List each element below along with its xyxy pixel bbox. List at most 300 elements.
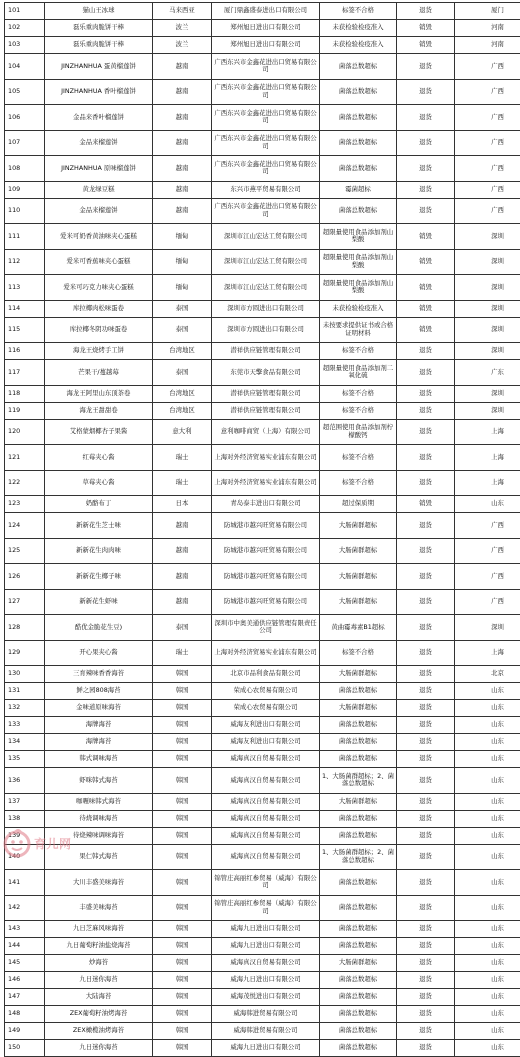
cell-reason: 大肠菌群超标 [320,564,397,590]
cell-port: 山东 [455,683,520,700]
cell-handling: 退货 [397,870,455,896]
table-row [5,955,520,972]
cell-importer: 郑州旭日进出口有限公司 [212,20,320,37]
cell-product: 九日迷你海苔 [45,1040,153,1057]
cell-port: 广西 [455,79,520,105]
cell-product: 鲜之园808海苔 [45,683,153,700]
cell-product: 丰盛美味海苔 [45,895,153,921]
cell-product: 酷优金脆花生豆) [45,615,153,641]
cell-product: 爱米可香蕉味夹心蛋糕 [45,249,153,275]
table-row [5,130,520,156]
table-row [5,317,520,343]
cell-reason: 超限量使用食品添加剂山梨酸 [320,275,397,301]
cell-reason: 菌落总数超标 [320,751,397,768]
cell-port: 上海 [455,470,520,496]
cell-importer: 郑州旭日进出口有限公司 [212,37,320,54]
cell-handling: 退货 [397,181,455,198]
cell-origin: 越南 [153,79,212,105]
cell-product: 磊乐重肉脆饼干棒 [45,37,153,54]
cell-port: 山东 [455,810,520,827]
cell-reason: 菌落总数超标 [320,734,397,751]
cell-origin: 台湾地区 [153,343,212,360]
cell-importer: 防城港市越兴旺贸易有限公司 [212,564,320,590]
table-row [5,445,520,471]
cell-importer: 潜祥供应链管理有限公司 [212,402,320,419]
cell-product: 开心果夹心酱 [45,640,153,666]
table-row [5,360,520,386]
cell-handling: 退货 [397,385,455,402]
cell-importer: 意利咖啡商贸（上海）有限公司 [212,419,320,445]
cell-origin: 波兰 [153,20,212,37]
cell-importer: 上海对外经济贸易实业浦东有限公司 [212,470,320,496]
cell-no: 118 [5,385,45,402]
cell-port: 深圳 [455,402,520,419]
cell-handling: 退货 [397,343,455,360]
cell-no: 127 [5,589,45,615]
cell-product: 金品来榴莲饼 [45,130,153,156]
cell-importer: 青岛泰丰进出口有限公司 [212,496,320,513]
cell-no: 148 [5,1006,45,1023]
cell-handling: 退货 [397,683,455,700]
cell-reason: 超限量使用食品添加剂山梨酸 [320,249,397,275]
cell-reason: 1、大肠菌群超标；2、菌落总数超标 [320,844,397,870]
cell-product: 九日芝麻风味海苔 [45,921,153,938]
cell-reason: 标签不合格 [320,470,397,496]
cell-no: 101 [5,3,45,20]
cell-importer: 威海真汉自贸易有限公司 [212,793,320,810]
cell-origin: 波兰 [153,37,212,54]
cell-origin: 韩国 [153,844,212,870]
cell-origin: 泰国 [153,317,212,343]
cell-port: 厦门 [455,3,520,20]
cell-product: 库拉椰冬阴功味蛋卷 [45,317,153,343]
cell-origin: 越南 [153,130,212,156]
cell-reason: 菌落总数超标 [320,827,397,844]
cell-product: 奶酪布丁 [45,496,153,513]
cell-origin: 马来西亚 [153,3,212,20]
cell-reason: 大肠菌群超标 [320,513,397,539]
cell-handling: 退货 [397,844,455,870]
cell-port: 山东 [455,1006,520,1023]
cell-origin: 韩国 [153,683,212,700]
table-row [5,1023,520,1040]
cell-origin: 韩国 [153,1040,212,1057]
cell-importer: 威海茂悦进出口有限公司 [212,989,320,1006]
cell-product: 新新花生芝士味 [45,513,153,539]
cell-reason: 菌落总数超标 [320,810,397,827]
cell-no: 125 [5,538,45,564]
table-row [5,700,520,717]
recall-table-body [5,3,520,1057]
cell-reason: 菌落总数超标 [320,79,397,105]
cell-port: 广西 [455,513,520,539]
cell-no: 136 [5,768,45,794]
cell-product: 三育辣味香香海苔 [45,666,153,683]
cell-origin: 韩国 [153,666,212,683]
cell-importer: 广西东兴市金鑫花进出口贸易有限公司 [212,156,320,182]
cell-reason: 大肠菌群超标 [320,538,397,564]
cell-origin: 韩国 [153,938,212,955]
cell-importer: 厦门鼎鑫盛泰进出口有限公司 [212,3,320,20]
cell-product: JINZHANHUA 香叶榴莲饼 [45,79,153,105]
cell-origin: 缅甸 [153,249,212,275]
cell-product: 猫山王冰球 [45,3,153,20]
cell-handling: 销毁 [397,300,455,317]
cell-origin: 越南 [153,156,212,182]
cell-reason: 未获检验检疫准入 [320,20,397,37]
table-row [5,666,520,683]
cell-handling: 退货 [397,793,455,810]
table-row [5,275,520,301]
cell-no: 104 [5,54,45,80]
cell-reason: 标签不合格 [320,343,397,360]
cell-handling: 退货 [397,3,455,20]
cell-no: 119 [5,402,45,419]
table-row [5,343,520,360]
cell-importer: 潜祥供应链管理有限公司 [212,343,320,360]
cell-port: 广西 [455,589,520,615]
cell-no: 132 [5,700,45,717]
cell-handling: 退货 [397,445,455,471]
cell-importer: 威海友利进出口有限公司 [212,734,320,751]
cell-port: 山东 [455,870,520,896]
cell-origin: 韩国 [153,921,212,938]
cell-handling: 退货 [397,419,455,445]
cell-importer: 东莞市天擎食品有限公司 [212,360,320,386]
table-row [5,79,520,105]
cell-product: 金品来榴莲饼 [45,198,153,224]
cell-importer: 潜祥供应链管理有限公司 [212,385,320,402]
cell-port: 山东 [455,895,520,921]
cell-port: 广东 [455,360,520,386]
cell-importer: 东兴市燕平贸易有限公司 [212,181,320,198]
cell-product: 黄龙绿豆糕 [45,181,153,198]
cell-importer: 威海真汉自贸易有限公司 [212,810,320,827]
cell-no: 121 [5,445,45,471]
cell-reason: 菌落总数超标 [320,972,397,989]
cell-reason: 菌落总数超标 [320,1006,397,1023]
cell-port: 广西 [455,538,520,564]
cell-reason: 菌落总数超标 [320,130,397,156]
cell-product: 九日迷你海苔 [45,972,153,989]
cell-importer: 威海九日进出口有限公司 [212,972,320,989]
cell-product: 红莓夹心酱 [45,445,153,471]
cell-port: 上海 [455,445,520,471]
cell-reason: 菌落总数超标 [320,717,397,734]
cell-product: 待烧调味海苔 [45,810,153,827]
cell-importer: 广西东兴市金鑫花进出口贸易有限公司 [212,198,320,224]
cell-no: 145 [5,955,45,972]
cell-port: 山东 [455,496,520,513]
cell-reason: 大肠菌群超标 [320,955,397,972]
cell-origin: 泰国 [153,360,212,386]
cell-no: 130 [5,666,45,683]
cell-origin: 越南 [153,181,212,198]
cell-origin: 越南 [153,564,212,590]
cell-reason: 菌落总数超标 [320,54,397,80]
table-row [5,538,520,564]
cell-reason: 标签不合格 [320,445,397,471]
cell-handling: 退货 [397,79,455,105]
cell-no: 113 [5,275,45,301]
cell-port: 广西 [455,564,520,590]
cell-handling: 退货 [397,1023,455,1040]
cell-no: 124 [5,513,45,539]
cell-port: 山东 [455,793,520,810]
cell-product: 金味道原味海苔 [45,700,153,717]
cell-no: 115 [5,317,45,343]
cell-product: 海牌海苔 [45,734,153,751]
table-row [5,717,520,734]
cell-handling: 销毁 [397,20,455,37]
cell-handling: 退货 [397,360,455,386]
cell-no: 103 [5,37,45,54]
cell-port: 上海 [455,419,520,445]
cell-handling: 退货 [397,538,455,564]
cell-no: 111 [5,224,45,250]
cell-origin: 越南 [153,589,212,615]
cell-importer: 北京市品利食品有限公司 [212,666,320,683]
table-row [5,564,520,590]
cell-product: 芒果干/蔓越莓 [45,360,153,386]
cell-importer: 威海真汉自贸易有限公司 [212,827,320,844]
cell-importer: 深圳市江山宏达工贸有限公司 [212,275,320,301]
cell-reason: 超范围使用食品添加剂柠檬酸钙 [320,419,397,445]
cell-no: 141 [5,870,45,896]
table-row [5,972,520,989]
cell-origin: 意大利 [153,419,212,445]
cell-product: 海龙王烧烤手工饼 [45,343,153,360]
cell-importer: 防城港市越兴旺贸易有限公司 [212,538,320,564]
cell-product: 炒海苔 [45,955,153,972]
cell-port: 山东 [455,844,520,870]
cell-origin: 缅甸 [153,224,212,250]
cell-port: 河南 [455,37,520,54]
cell-no: 123 [5,496,45,513]
cell-origin: 韩国 [153,955,212,972]
cell-port: 深圳 [455,615,520,641]
cell-no: 116 [5,343,45,360]
cell-origin: 泰国 [153,615,212,641]
cell-handling: 退货 [397,734,455,751]
cell-handling: 销毁 [397,275,455,301]
table-row [5,470,520,496]
cell-port: 广西 [455,130,520,156]
cell-port: 山东 [455,938,520,955]
cell-port: 深圳 [455,224,520,250]
table-row [5,419,520,445]
cell-product: 海龙王甜甜卷 [45,402,153,419]
cell-product: 海龙王阿里山东顶茶卷 [45,385,153,402]
cell-importer: 威海九日进出口有限公司 [212,921,320,938]
cell-no: 126 [5,564,45,590]
cell-product: 果仁韩式海苔 [45,844,153,870]
cell-importer: 上海对外经济贸易实业浦东有限公司 [212,445,320,471]
cell-handling: 退货 [397,589,455,615]
cell-origin: 越南 [153,54,212,80]
cell-port: 广西 [455,198,520,224]
cell-product: 草莓夹心酱 [45,470,153,496]
cell-no: 102 [5,20,45,37]
cell-reason: 菌落总数超标 [320,156,397,182]
table-row [5,1006,520,1023]
cell-importer: 深圳市方圆进出口有限公司 [212,300,320,317]
cell-reason: 大肠菌群超标 [320,666,397,683]
table-row [5,402,520,419]
cell-port: 山东 [455,734,520,751]
cell-no: 106 [5,105,45,131]
table-row [5,37,520,54]
cell-port: 广西 [455,105,520,131]
cell-product: JINZHANHUA 原味榴莲饼 [45,156,153,182]
cell-product: 新新花生椰子味 [45,564,153,590]
cell-importer: 威海真汉自贸易有限公司 [212,955,320,972]
cell-handling: 退货 [397,564,455,590]
cell-no: 139 [5,827,45,844]
cell-no: 105 [5,79,45,105]
cell-no: 107 [5,130,45,156]
cell-product: 爱米可巧克力味夹心蛋糕 [45,275,153,301]
table-row [5,496,520,513]
cell-handling: 退货 [397,666,455,683]
cell-no: 144 [5,938,45,955]
cell-origin: 韩国 [153,1023,212,1040]
table-row [5,20,520,37]
cell-handling: 退货 [397,955,455,972]
cell-product: 九日葡萄籽油盐烧海苔 [45,938,153,955]
cell-importer: 威海友利进出口有限公司 [212,717,320,734]
cell-product: 待烧辣味调味海苔 [45,827,153,844]
cell-reason: 菌落总数超标 [320,938,397,955]
cell-port: 深圳 [455,385,520,402]
cell-handling: 退货 [397,54,455,80]
cell-handling: 退货 [397,640,455,666]
cell-importer: 防城港市越兴旺贸易有限公司 [212,589,320,615]
table-row [5,827,520,844]
cell-importer: 锦管庄高丽红参贸易（威海）有限公司 [212,870,320,896]
cell-handling: 退货 [397,921,455,938]
cell-reason: 黄曲霉毒素B1超标 [320,615,397,641]
cell-importer: 荣成心农贸易有限公司 [212,700,320,717]
table-row [5,768,520,794]
table-row [5,181,520,198]
cell-port: 深圳 [455,249,520,275]
cell-handling: 退货 [397,1040,455,1057]
cell-reason: 霉菌超标 [320,181,397,198]
cell-reason: 菌落总数超标 [320,1040,397,1057]
cell-reason: 未获检验检疫准入 [320,37,397,54]
table-row [5,751,520,768]
cell-no: 135 [5,751,45,768]
cell-product: 艾格蒙烟椰杏子果酱 [45,419,153,445]
cell-reason: 标签不合格 [320,402,397,419]
cell-origin: 韩国 [153,768,212,794]
cell-importer: 广西东兴市金鑫花进出口贸易有限公司 [212,79,320,105]
cell-no: 146 [5,972,45,989]
cell-port: 深圳 [455,343,520,360]
cell-handling: 退货 [397,810,455,827]
cell-handling: 销毁 [397,317,455,343]
cell-reason: 未获检验检疫准入 [320,300,397,317]
cell-reason: 大肠菌群超标 [320,700,397,717]
cell-product: 爱米可奶香黄油味夹心蛋糕 [45,224,153,250]
table-row [5,683,520,700]
table-row [5,640,520,666]
cell-origin: 韩国 [153,895,212,921]
cell-handling: 退货 [397,768,455,794]
table-row [5,734,520,751]
cell-port: 山东 [455,989,520,1006]
cell-no: 112 [5,249,45,275]
table-row [5,513,520,539]
cell-reason: 标签不合格 [320,3,397,20]
cell-port: 北京 [455,666,520,683]
table-row [5,385,520,402]
table-row [5,895,520,921]
cell-no: 120 [5,419,45,445]
watermark-text: 育儿网 [34,835,72,852]
cell-no: 147 [5,989,45,1006]
cell-handling: 销毁 [397,496,455,513]
cell-reason: 大肠菌群超标 [320,793,397,810]
cell-importer: 深圳市中奥美通供应链管理有限责任公司 [212,615,320,641]
cell-origin: 韩国 [153,734,212,751]
cell-origin: 台湾地区 [153,385,212,402]
cell-origin: 韩国 [153,793,212,810]
table-row [5,156,520,182]
table-row [5,810,520,827]
cell-no: 142 [5,895,45,921]
cell-port: 上海 [455,640,520,666]
cell-no: 109 [5,181,45,198]
cell-reason: 菌落总数超标 [320,989,397,1006]
cell-importer: 威海九日进出口有限公司 [212,1040,320,1057]
cell-importer: 威海真汉自贸易有限公司 [212,751,320,768]
cell-handling: 退货 [397,1006,455,1023]
cell-port: 山东 [455,768,520,794]
cell-origin: 瑞士 [153,445,212,471]
cell-handling: 退货 [397,972,455,989]
cell-no: 117 [5,360,45,386]
cell-product: ZEX葡萄籽油烤海苔 [45,1006,153,1023]
cell-product: 新新花生虾味 [45,589,153,615]
cell-handling: 退货 [397,717,455,734]
cell-no: 134 [5,734,45,751]
cell-importer: 锦管庄高丽红参贸易（威海）有限公司 [212,895,320,921]
cell-reason: 菌落总数超标 [320,1023,397,1040]
cell-importer: 威海真汉自贸易有限公司 [212,844,320,870]
cell-origin: 日本 [153,496,212,513]
table-row [5,3,520,20]
cell-importer: 荣成心农贸易有限公司 [212,683,320,700]
cell-product: 金品来香叶榴莲饼 [45,105,153,131]
cell-port: 山东 [455,717,520,734]
cell-reason: 菌落总数超标 [320,870,397,896]
cell-importer: 威海韩进贸易有限公司 [212,1023,320,1040]
cell-reason: 标签不合格 [320,385,397,402]
cell-origin: 韩国 [153,751,212,768]
cell-port: 山东 [455,1023,520,1040]
table-row [5,989,520,1006]
cell-no: 131 [5,683,45,700]
cell-origin: 韩国 [153,717,212,734]
cell-origin: 泰国 [153,300,212,317]
cell-origin: 韩国 [153,870,212,896]
cell-port: 深圳 [455,300,520,317]
cell-handling: 退货 [397,700,455,717]
cell-port: 广西 [455,156,520,182]
cell-product: 大陆海苔 [45,989,153,1006]
